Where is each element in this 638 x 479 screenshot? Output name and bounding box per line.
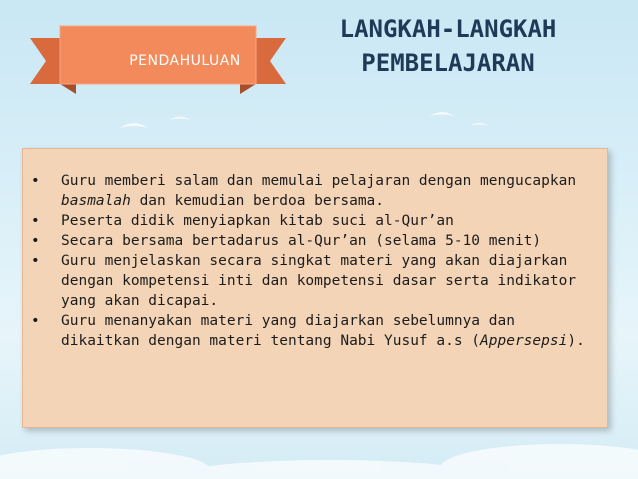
bullet-item: • Guru menanyakan materi yang diajarkan sebelumnya dan dikaitkan dengan materi tentang Nabi Yusuf a.s (Appersepsi). <box>31 311 595 351</box>
bullet-item: • Secara bersama bertadarus al-Qur’an (selama 5-10 menit) <box>31 231 595 251</box>
slide-title <box>288 12 608 80</box>
bullet-item: • Guru menjelaskan secara singkat materi yang akan diajarkan dengan kompetensi inti dan kompetensi dasar serta indikator yang akan dicapai. <box>31 251 595 311</box>
content-box <box>22 148 608 428</box>
ribbon-label: PENDAHULUAN <box>129 53 241 69</box>
bullet-item: • Guru memberi salam dan memulai pelajaran dengan mengucapkan basmalah dan kemudian berdoa bersama. <box>31 171 595 211</box>
bullet-list <box>31 171 595 351</box>
section-ribbon <box>30 18 286 98</box>
title-line-1: LANGKAH-LANGKAH <box>339 15 557 43</box>
bullet-item: • Peserta didik menyiapkan kitab suci al-Qur’an <box>31 211 595 231</box>
title-line-2: PEMBELAJARAN <box>361 49 535 77</box>
